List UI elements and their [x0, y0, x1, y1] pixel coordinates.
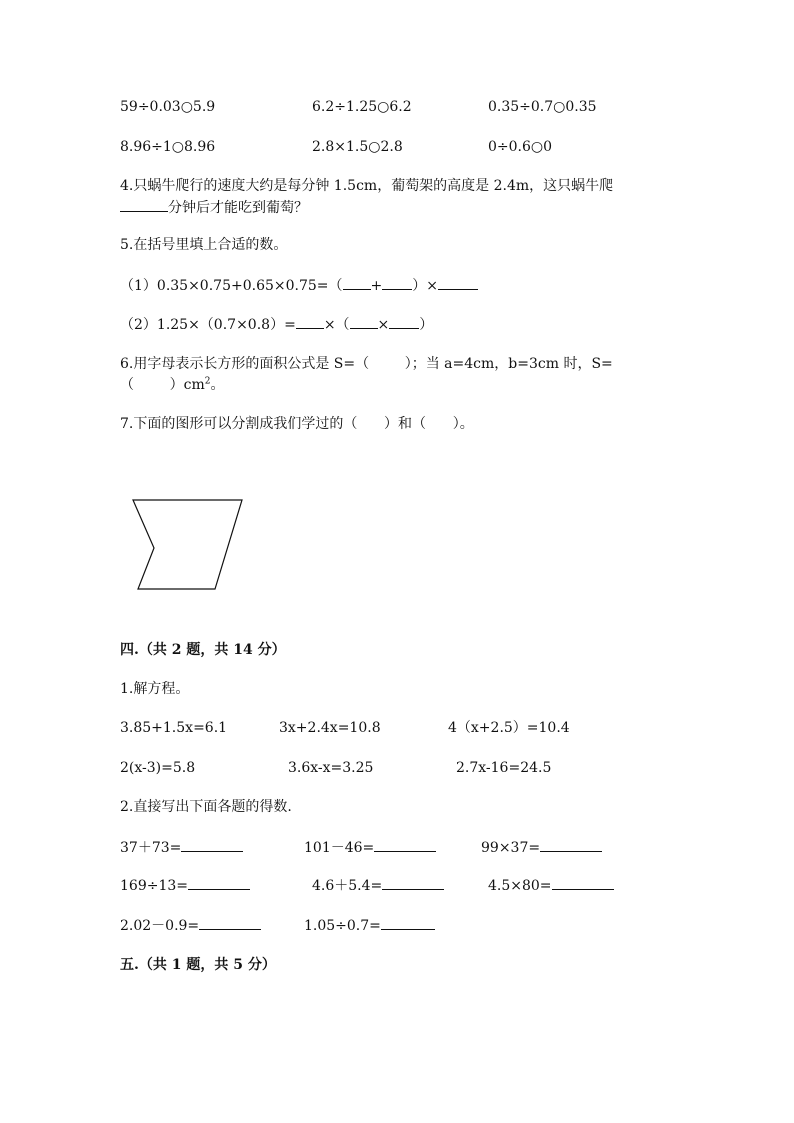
section4-header: 四.（共 2 题，共 14 分） — [120, 642, 286, 658]
section5-header: 五.（共 1 题，共 5 分） — [120, 957, 276, 973]
q5-blank-4[interactable] — [296, 315, 324, 329]
calc-expr: 169÷13= — [120, 878, 188, 894]
q5-part1-plus: + — [370, 278, 383, 294]
q4-line2 — [120, 198, 308, 217]
calc-expr: 1.05÷0.7= — [304, 918, 381, 934]
q5-blank-2[interactable] — [382, 276, 412, 290]
calc-item — [120, 876, 250, 895]
q4-line1: 4.只蜗牛爬行的速度大约是每分钟 1.5cm，葡萄架的高度是 2.4m，这只蜗牛爬 — [120, 178, 614, 194]
calc-item — [312, 876, 444, 895]
equation-4: 2(x-3)=5.8 — [120, 760, 196, 776]
q6-line2 — [120, 376, 224, 394]
calc-item — [304, 916, 435, 935]
q4-answer-blank[interactable] — [120, 198, 168, 212]
q5-part2-times: × — [377, 317, 390, 333]
q4-line2-text: 分钟后才能吃到葡萄？ — [168, 200, 308, 216]
compare-item-6: 0÷0.6○0 — [488, 139, 553, 155]
calc-answer-blank[interactable] — [181, 838, 243, 852]
calc-answer-blank[interactable] — [382, 876, 444, 890]
calc-answer-blank[interactable] — [381, 916, 435, 930]
q6-unit-exponent: 2 — [204, 376, 211, 387]
equation-3: 4（x+2.5）=10.4 — [448, 720, 570, 736]
calc-expr: 4.6＋5.4= — [312, 878, 383, 894]
equation-1: 3.85+1.5x=6.1 — [120, 720, 228, 736]
calc-answer-blank[interactable] — [199, 916, 261, 930]
calc-answer-blank[interactable] — [540, 838, 602, 852]
calc-item — [120, 838, 243, 857]
shape-outline — [133, 500, 242, 589]
calc-item — [304, 838, 436, 857]
compare-item-2: 6.2÷1.25○6.2 — [312, 99, 412, 115]
calc-answer-blank[interactable] — [188, 876, 250, 890]
calc-expr: 99×37= — [481, 840, 541, 856]
calc-item — [481, 838, 602, 857]
calc-answer-blank[interactable] — [374, 838, 436, 852]
q5-part1-close: ）× — [412, 278, 438, 294]
composite-shape-figure — [125, 492, 255, 597]
calc-item — [120, 916, 261, 935]
q5-blank-5[interactable] — [350, 315, 378, 329]
q6-line2-end: 。 — [210, 377, 225, 393]
compare-item-1: 59÷0.03○5.9 — [120, 99, 216, 115]
calc-expr: 37＋73= — [120, 840, 182, 856]
q5-part1-expr: （1）0.35×0.75+0.65×0.75=（ — [120, 278, 343, 294]
calc-item — [488, 876, 614, 895]
q5-part1 — [120, 276, 478, 295]
calc-answer-blank[interactable] — [552, 876, 614, 890]
equation-6: 2.7x-16=24.5 — [456, 760, 552, 776]
q5-part2-times-open: ×（ — [323, 317, 350, 333]
q6-line2-text: （ ）cm — [120, 377, 205, 393]
q5-blank-3[interactable] — [438, 276, 478, 290]
calc-expr: 4.5×80= — [488, 878, 552, 894]
q7-text: 7.下面的图形可以分割成我们学过的（ ）和（ ）。 — [120, 416, 474, 432]
section4-q1-title: 1.解方程。 — [120, 681, 190, 697]
equation-5: 3.6x-x=3.25 — [288, 760, 374, 776]
q5-part2-expr: （2）1.25×（0.7×0.8）= — [120, 317, 296, 333]
compare-item-3: 0.35÷0.7○0.35 — [488, 99, 597, 115]
compare-item-4: 8.96÷1○8.96 — [120, 139, 216, 155]
q5-blank-6[interactable] — [389, 315, 419, 329]
q5-blank-1[interactable] — [343, 276, 371, 290]
q5-part2-close: ） — [419, 317, 434, 333]
q5-title: 5.在括号里填上合适的数。 — [120, 237, 288, 253]
equation-2: 3x+2.4x=10.8 — [279, 720, 381, 736]
calc-expr: 2.02－0.9= — [120, 918, 200, 934]
section4-q2-title: 2.直接写出下面各题的得数. — [120, 799, 292, 815]
calc-expr: 101－46= — [304, 840, 375, 856]
compare-item-5: 2.8×1.5○2.8 — [312, 139, 403, 155]
q5-part2 — [120, 315, 433, 334]
q6-line1: 6.用字母表示长方形的面积公式是 S=（ ）；当 a=4cm，b=3cm 时，S= — [120, 356, 613, 372]
